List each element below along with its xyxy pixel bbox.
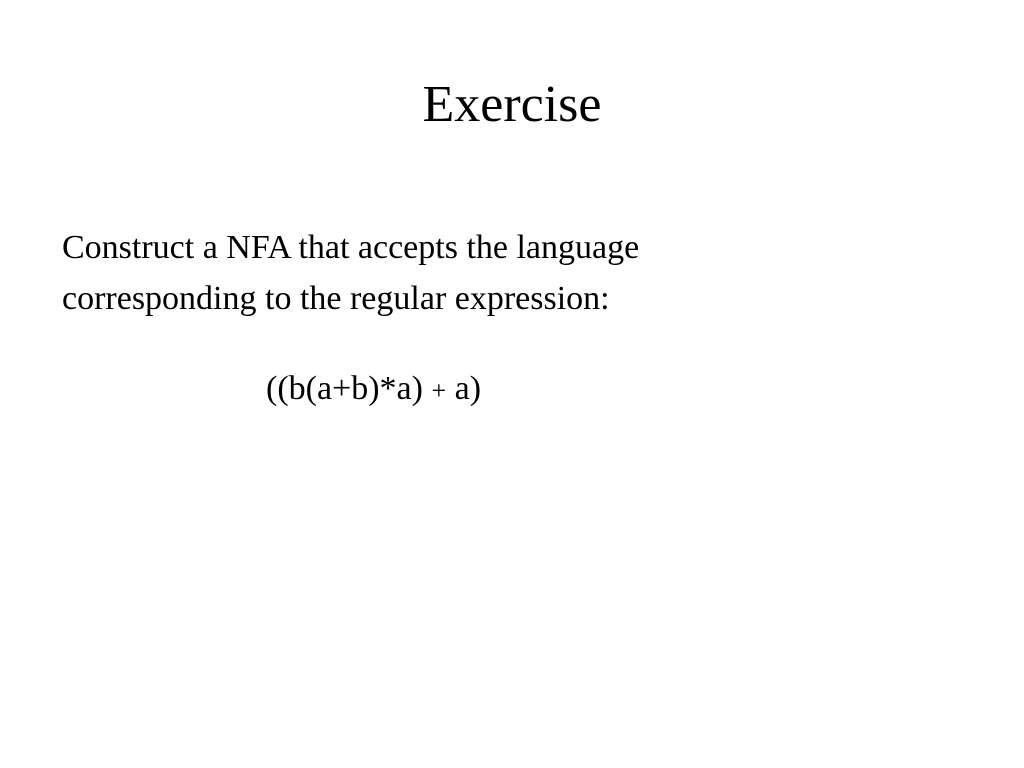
instruction-line-1: Construct a NFA that accepts the language	[62, 229, 640, 266]
slide-title: Exercise	[422, 76, 602, 133]
expression-right: a)	[454, 370, 482, 407]
expression-left: ((b(a+b)*a)	[266, 370, 423, 407]
regular-expression	[266, 364, 481, 416]
instruction-line-2: corresponding to the regular expression:	[62, 280, 610, 317]
exercise-instructions	[62, 222, 822, 324]
expression-operator: +	[431, 376, 447, 405]
